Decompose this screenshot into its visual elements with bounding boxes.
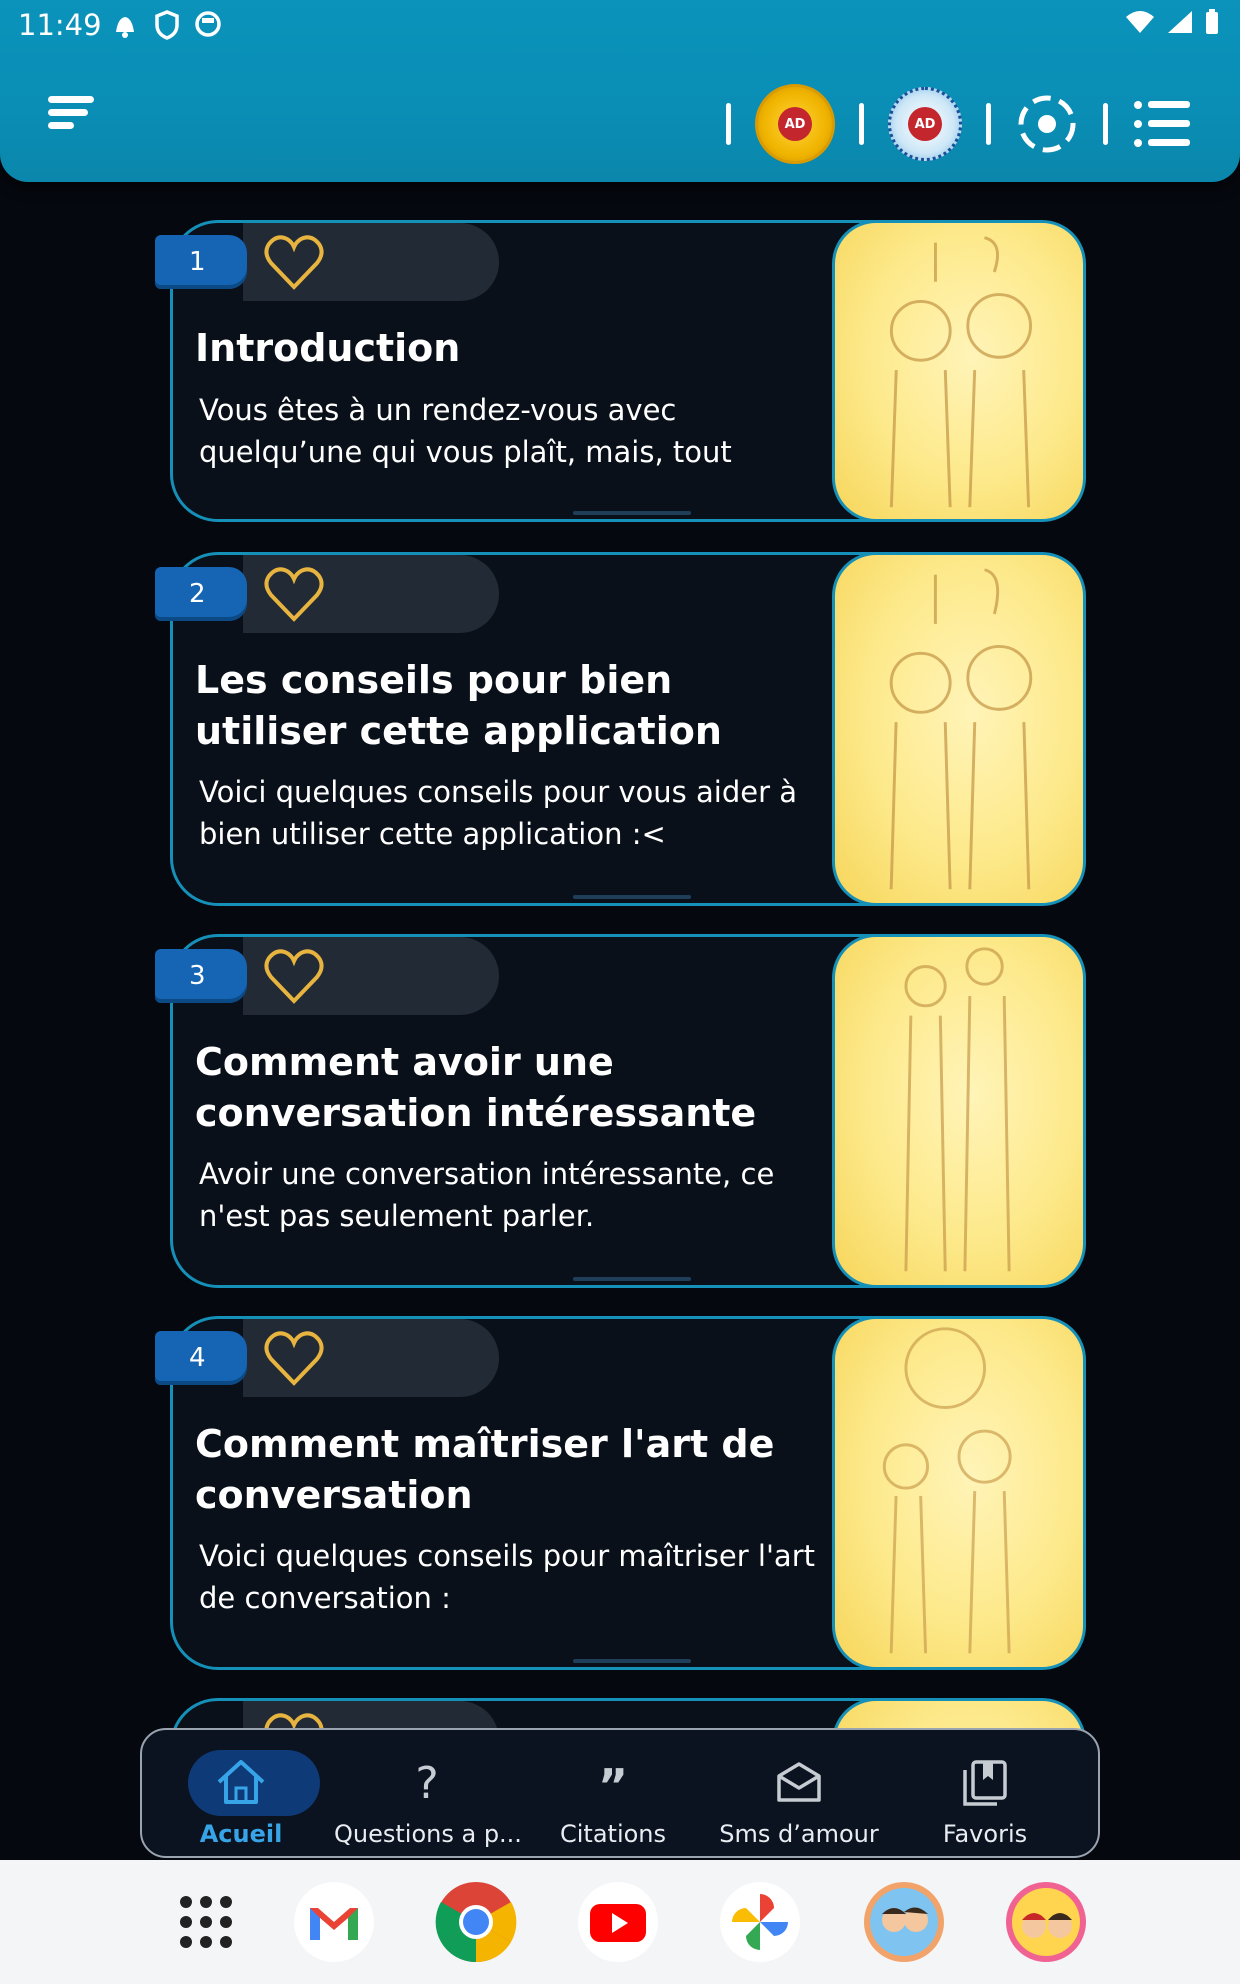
nav-item-favoris[interactable] (892, 1730, 1078, 1856)
target-icon[interactable] (1015, 92, 1079, 156)
notification-bell-icon (110, 10, 140, 40)
topic-number-tag: 3 (155, 949, 247, 1003)
topic-card[interactable] (170, 934, 1086, 1288)
shield-icon (154, 10, 180, 40)
menu-line (48, 122, 74, 129)
people-talking-sketch-icon (835, 937, 1083, 1285)
quote-icon (583, 1752, 643, 1812)
topic-description: Vous êtes à un rendez-vous avec quelqu’une qui vous plaît, mais, tout (199, 393, 732, 469)
header-separator (859, 103, 864, 145)
heart-icon[interactable] (263, 1329, 325, 1387)
topic-number-tag: 4 (155, 1331, 247, 1385)
menu-line (48, 109, 88, 116)
svg-text:”: ” (597, 1759, 629, 1812)
photos-icon[interactable] (718, 1880, 802, 1964)
home-icon (211, 1752, 271, 1812)
nav-label: Questions a p... (334, 1820, 522, 1848)
list-menu-icon[interactable] (1132, 97, 1192, 151)
apps-grid-icon[interactable] (164, 1880, 248, 1964)
topic-description: Avoir une conversation intéressante, ce n'est pas seulement parler. (199, 1157, 775, 1233)
nav-item-citations[interactable] (520, 1730, 706, 1856)
card-divider (573, 1659, 691, 1663)
couple-sketch-icon (835, 555, 1083, 903)
youtube-icon[interactable] (576, 1880, 660, 1964)
header-separator (726, 103, 731, 145)
heart-icon[interactable] (263, 565, 325, 623)
signal-icon (1166, 9, 1194, 35)
menu-line (48, 96, 94, 103)
nav-label: Acueil (199, 1820, 283, 1848)
circle-status-icon (194, 10, 222, 38)
people-sketch-icon (835, 1319, 1083, 1667)
drawer-menu-button[interactable] (48, 96, 98, 136)
topic-card[interactable] (170, 1316, 1086, 1670)
app-bar (0, 0, 1240, 182)
status-system-icons (1124, 8, 1220, 36)
gmail-icon[interactable] (292, 1880, 376, 1964)
status-bar (0, 0, 1240, 52)
chrome-icon[interactable] (434, 1880, 518, 1964)
topic-card[interactable] (170, 1698, 1086, 1732)
topic-description: Voici quelques conseils pour maîtriser l'art de conversation : (199, 1539, 815, 1615)
nav-item-questions[interactable] (334, 1730, 520, 1856)
topic-card[interactable] (170, 552, 1086, 906)
app-avatar-1[interactable] (862, 1880, 946, 1964)
nav-item-home[interactable] (148, 1730, 334, 1856)
topic-number-tag: 2 (155, 567, 247, 621)
topic-title: Comment maîtriser l'art de conversation (195, 1422, 775, 1517)
status-time: 11:49 (18, 8, 102, 42)
card-divider (573, 1277, 691, 1281)
app-avatar-2[interactable] (1004, 1880, 1088, 1964)
badge-gold-label: AD (778, 107, 812, 141)
header-separator (1103, 103, 1108, 145)
topic-illustration (832, 1698, 1086, 1732)
svg-text:?: ? (415, 1758, 439, 1809)
couple-sketch-icon (835, 223, 1083, 519)
topic-illustration (832, 934, 1086, 1288)
header-separator (986, 103, 991, 145)
badge-blue-label: AD (908, 107, 942, 141)
topics-list[interactable] (0, 182, 1240, 1732)
nav-label: Sms d’amour (719, 1820, 879, 1848)
topic-title: Les conseils pour bien utiliser cette application (195, 658, 722, 753)
topic-card[interactable] (170, 220, 1086, 522)
envelope-icon (769, 1752, 829, 1812)
nav-label: Citations (559, 1820, 667, 1848)
topic-title: Comment avoir une conversation intéressante (195, 1040, 757, 1135)
app-badge-blue-button[interactable] (888, 87, 962, 161)
topic-number-tag: 1 (155, 235, 247, 289)
nav-item-sms[interactable] (706, 1730, 892, 1856)
battery-icon (1204, 8, 1220, 36)
heart-icon[interactable] (263, 233, 325, 291)
topic-illustration (832, 220, 1086, 522)
nav-label: Favoris (942, 1820, 1028, 1848)
bottom-navigation (140, 1728, 1100, 1858)
launcher-dock (0, 1860, 1240, 1984)
card-divider (573, 511, 691, 515)
heart-icon[interactable] (263, 947, 325, 1005)
topic-description: Voici quelques conseils pour vous aider à bien utiliser cette application :< (199, 775, 797, 851)
header-actions (702, 84, 1192, 164)
question-icon (397, 1752, 457, 1812)
bookmark-icon (955, 1752, 1015, 1812)
topic-illustration (832, 552, 1086, 906)
wifi-icon (1124, 9, 1156, 35)
topic-illustration (832, 1316, 1086, 1670)
app-badge-gold-button[interactable] (755, 84, 835, 164)
card-divider (573, 895, 691, 899)
status-notification-icons (110, 10, 222, 40)
topic-title: Introduction (195, 326, 461, 370)
